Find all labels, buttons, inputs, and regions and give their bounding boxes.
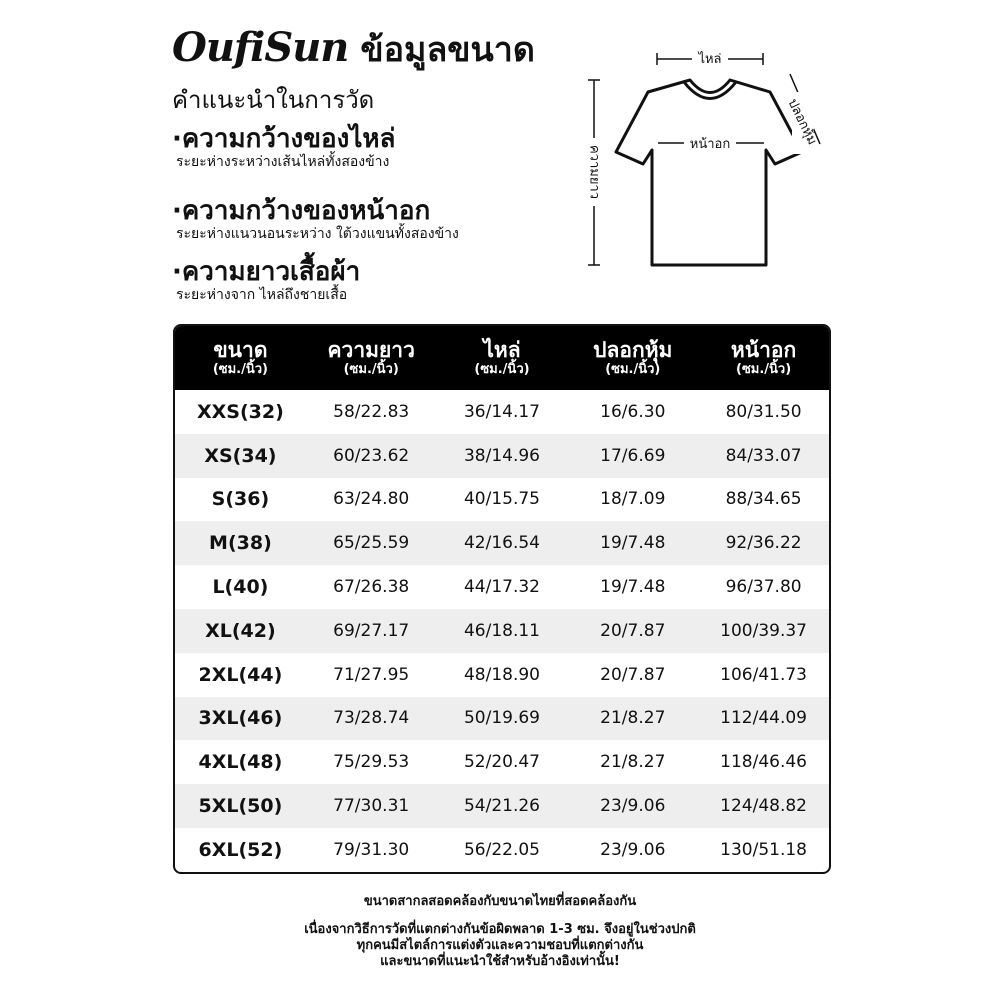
col-shoulder: ไหล่ (ซม./นิ้ว): [474, 338, 530, 377]
table-row: XS(34) 60/23.62 38/14.96 17/6.69 84/33.07: [175, 434, 829, 478]
length-label: ความยาว: [586, 144, 602, 200]
table-row: XL(42) 69/27.17 46/18.11 20/7.87 100/39.37: [175, 609, 829, 653]
footer-disclaimer: [0, 922, 1000, 970]
sleeve-label: ปลอกหุ้ม: [784, 96, 820, 148]
footer-line: เนื่องจากวิธีการวัดที่แตกต่างกันข้อผิดพลาด 1-3 ซม. จึงอยู่ในช่วงปกติ: [304, 922, 696, 937]
col-sleeve: ปลอกหุ้ม (ซม./นิ้ว): [593, 338, 673, 377]
guide-shoulder: [172, 124, 395, 170]
table-row: 6XL(52) 79/31.30 56/22.05 23/9.06 130/51.18: [198, 838, 807, 861]
table-row: L(40) 67/26.38 44/17.32 19/7.48 96/37.80: [212, 576, 802, 599]
brand-logo: OufiSun: [172, 24, 349, 71]
col-chest: หน้าอก (ซม./นิ้ว): [730, 338, 797, 377]
guide-heading: ·ความกว้างของไหล่: [172, 124, 396, 154]
guide-chest: [172, 196, 459, 242]
table-row: S(36) 63/24.80 40/15.75 18/7.09 88/34.65: [211, 488, 802, 511]
guide-desc: ระยะห่างระหว่างเส้นไหล่ทั้งสองข้าง: [176, 154, 390, 170]
guide-heading: ·ความยาวเสื้อผ้า: [172, 257, 361, 287]
page-title: ข้อมูลขนาด: [360, 30, 535, 70]
tshirt-icon: [580, 40, 840, 280]
shoulder-label: ไหล่: [698, 52, 722, 67]
col-length: ความยาว (ซม./นิ้ว): [327, 338, 415, 377]
guide-desc: ระยะห่างจาก ไหล่ถึงชายเสื้อ: [176, 287, 348, 303]
page-subtitle: คำแนะนำในการวัด: [172, 86, 375, 114]
chest-label: หน้าอก: [689, 137, 731, 152]
guide-desc: ระยะห่างแนวนอนระหว่าง ใต้วงแขนทั้งสองข้าง: [176, 226, 459, 242]
footer-line: ทุกคนมีสไตล์การแต่งตัวและความชอบที่แตกต่างกัน: [356, 938, 644, 953]
brand-header: [172, 22, 535, 76]
guide-length: [172, 257, 360, 303]
table-row: 5XL(50) 77/30.31 54/21.26 23/9.06 124/48.82: [175, 784, 829, 828]
table-row: 2XL(44) 71/27.95 48/18.90 20/7.87 106/41.73: [198, 663, 807, 686]
table-row: 4XL(48) 75/29.53 52/20.47 21/8.27 118/46.46: [198, 751, 807, 774]
table-row: XXS(32) 58/22.83 36/14.17 16/6.30 80/31.50: [197, 400, 802, 423]
col-size: ขนาด (ซม./นิ้ว): [212, 338, 268, 377]
guide-heading: ·ความกว้างของหน้าอก: [172, 196, 431, 226]
table-row: M(38) 65/25.59 42/16.54 19/7.48 92/36.22: [175, 521, 829, 565]
tshirt-diagram: [580, 40, 840, 280]
footer-line: และขนาดที่แนะนำใช้สำหรับอ้างอิงเท่านั้น!: [380, 954, 620, 969]
footer-note: ขนาดสากลสอดคล้องกับขนาดไทยที่สอดคล้องกัน: [363, 894, 637, 909]
table-body: [175, 390, 829, 872]
table-header: [175, 326, 829, 390]
table-row: 3XL(46) 73/28.74 50/19.69 21/8.27 112/44.09: [175, 697, 829, 741]
size-table: [173, 324, 831, 874]
